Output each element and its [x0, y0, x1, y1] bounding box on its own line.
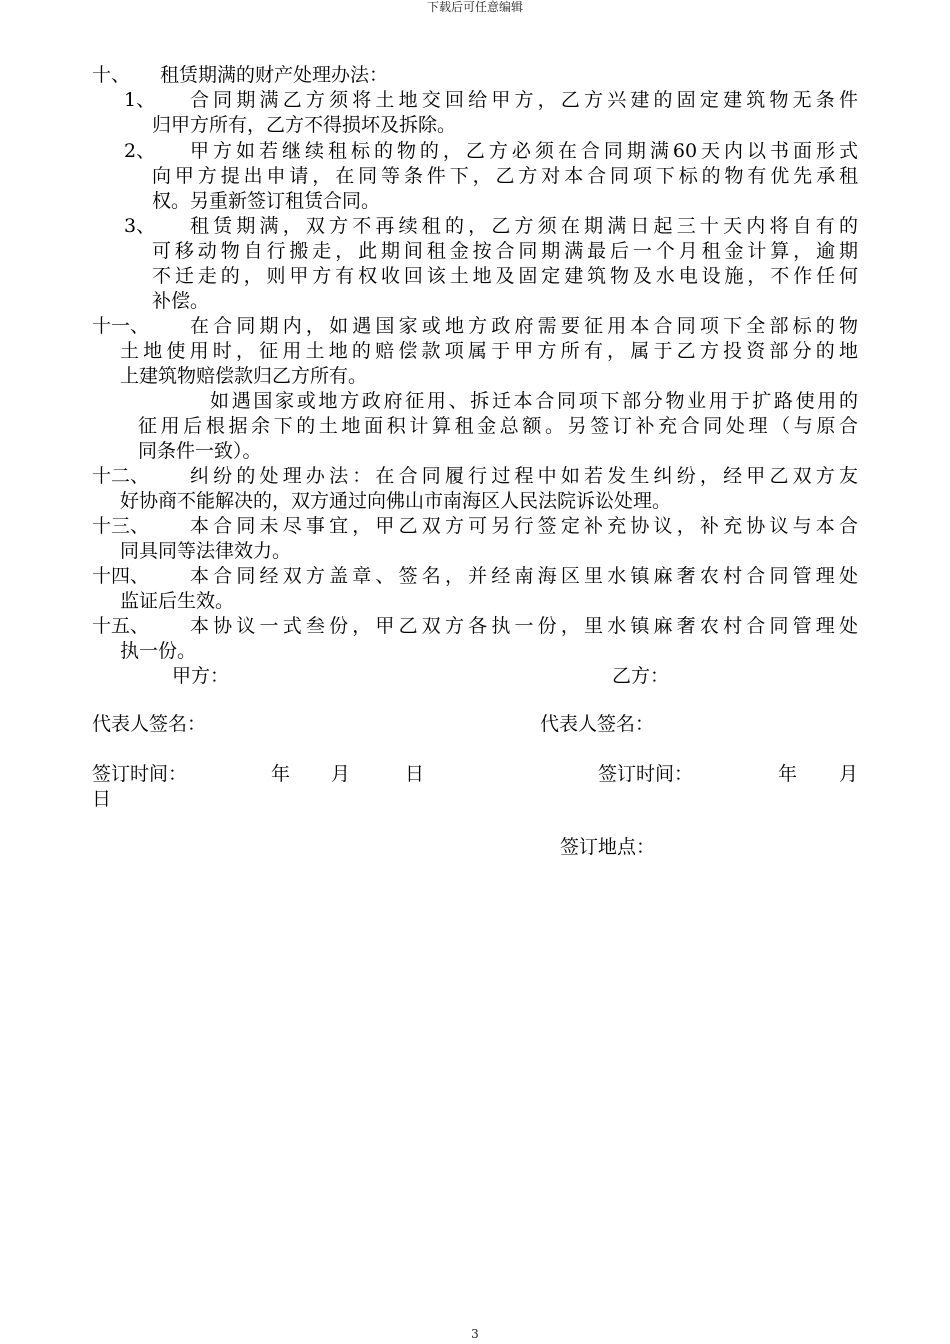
party-b-month: 月 [839, 763, 859, 785]
item-1-number: 1、 [124, 89, 156, 111]
item-2-line-2: 向甲方提出申请，在同等条件下，乙方对本合同项下标的物有优先承租 [152, 165, 858, 187]
item-3-line-4: 补偿。 [152, 290, 210, 312]
page-header: 下载后可任意编辑 [426, 0, 523, 14]
party-a-year: 年 [271, 763, 291, 785]
party-b-label: 乙方： [612, 665, 670, 687]
item-3-number: 3、 [124, 215, 156, 237]
party-b-year: 年 [778, 763, 798, 785]
party-b-representative-signature: 代表人签名： [540, 713, 655, 735]
party-a-label: 甲方： [172, 665, 230, 687]
party-a-date-label: 签订时间： [92, 763, 188, 785]
section-11-line-1: 在合同期内，如遇国家或地方政府需要征用本合同项下全部标的物 [190, 315, 858, 337]
page-number: 3 [471, 1327, 479, 1341]
section-12-line-2: 好协商不能解决的，双方通过向佛山市南海区人民法院诉讼处理。 [120, 490, 672, 512]
party-a-representative-signature: 代表人签名： [92, 713, 207, 735]
party-a-month: 月 [331, 763, 351, 785]
section-15-line-2: 执一份。 [120, 640, 197, 662]
section-13-line-1: 本合同未尽事宜，甲乙双方可另行签定补充协议，补充协议与本合 [190, 515, 858, 537]
section-15-number: 十五、 [92, 615, 150, 637]
section-12-number: 十二、 [92, 465, 150, 487]
party-b-date-label: 签订时间： [598, 763, 694, 785]
item-1-line-1: 合同期满乙方须将土地交回给甲方，乙方兴建的固定建筑物无条件 [190, 89, 858, 111]
section-13-number: 十三、 [92, 515, 150, 537]
section-14-number: 十四、 [92, 565, 150, 587]
section-11-number: 十一、 [92, 315, 150, 337]
section-10-number: 十、 [92, 64, 131, 86]
item-3-line-3: 不迁走的，则甲方有权收回该土地及固定建筑物及水电设施，不作任何 [152, 265, 858, 287]
item-2-line-3: 权。另重新签订租赁合同。 [152, 190, 381, 212]
section-11-para-2-line-1: 如遇国家或地方政府征用、拆迁本合同项下部分物业用于扩路使用的 [210, 390, 858, 412]
item-2-line-1: 甲方如若继续租标的物的，乙方必须在合同期满60天内以书面形式 [190, 140, 858, 162]
section-11-para-2-line-2: 征用后根据余下的土地面积计算租金总额。另签订补充合同处理（与原合 [138, 415, 858, 437]
section-15-line-1: 本协议一式叁份，甲乙双方各执一份，里水镇麻奢农村合同管理处 [190, 615, 858, 637]
section-10-title: 租赁期满的财产处理办法： [160, 64, 389, 86]
section-13-line-2: 同具同等法律效力。 [120, 540, 292, 562]
section-14-line-2: 监证后生效。 [120, 590, 235, 612]
item-2-number: 2、 [124, 140, 156, 162]
party-b-day: 日 [92, 788, 112, 810]
section-11-line-2: 土地使用时，征用土地的赔偿款项属于甲方所有，属于乙方投资部分的地 [120, 340, 858, 362]
party-a-day: 日 [405, 763, 425, 785]
section-12-line-1: 纠纷的处理办法：在合同履行过程中如若发生纠纷，经甲乙双方友 [190, 465, 858, 487]
item-1-line-2: 归甲方所有，乙方不得损坏及拆除。 [152, 114, 457, 136]
item-3-line-2: 可移动物自行搬走，此期间租金按合同期满最后一个月租金计算，逾期 [152, 240, 858, 262]
section-11-para-2-line-3: 同条件一致）。 [138, 440, 262, 462]
item-3-line-1: 租赁期满，双方不再续租的，乙方须在期满日起三十天内将自有的 [190, 215, 858, 237]
section-14-line-1: 本合同经双方盖章、签名，并经南海区里水镇麻奢农村合同管理处 [190, 565, 858, 587]
signing-place-label: 签订地点： [560, 836, 656, 858]
section-11-line-3: 上建筑物赔偿款归乙方所有。 [120, 365, 368, 387]
